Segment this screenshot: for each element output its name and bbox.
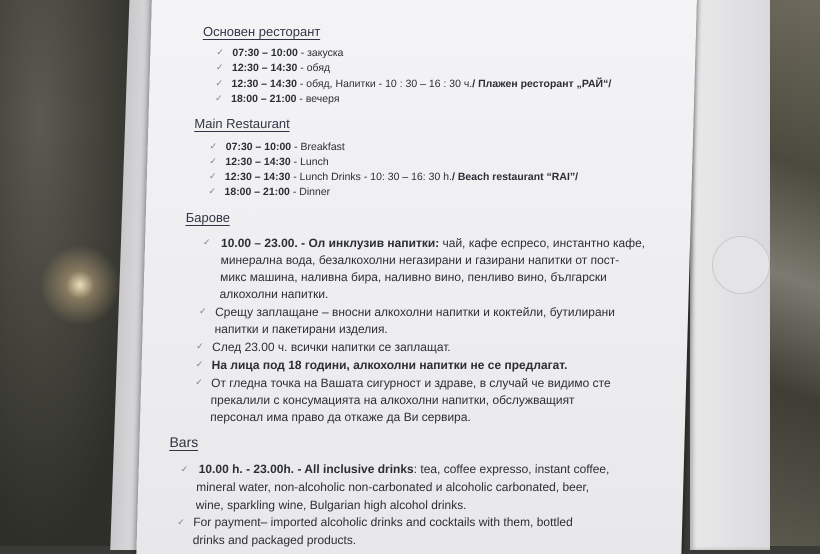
sleeve-tab-notch: [712, 236, 770, 294]
paragraph-line: drinks and packaged products.: [192, 533, 357, 547]
checkmark-icon: ✓: [202, 237, 211, 247]
location: / Beach restaurant “RAI”/: [451, 171, 579, 183]
paragraph-line: mineral water, non-alcoholic non-carbonated и alcoholic carbonated, beer,: [196, 480, 590, 494]
checkmark-icon: ✓: [216, 47, 225, 57]
checkmark-icon: ✓: [199, 306, 207, 316]
checkmark-icon: ✓: [215, 62, 224, 72]
section-heading-bars-en: Bars: [169, 434, 199, 450]
checkmark-icon: ✓: [180, 464, 189, 474]
section-heading-bars-bg: Барове: [185, 210, 231, 225]
paragraph-line: След 23.00 ч. всички напитки се заплащат.: [211, 340, 451, 354]
paragraph-line: алкохолни напитки.: [219, 287, 329, 301]
schedule-line: [226, 141, 345, 153]
paragraph-line: прекалили с консумацията на алкохолни напитки, обслужващият: [210, 393, 575, 407]
checkmark-icon: ✓: [209, 156, 218, 166]
checkmark-icon: ✓: [209, 141, 218, 151]
schedule-line: [231, 93, 340, 105]
paragraph-line: минерална вода, безалкохолни негазирани и газирани напитки от пост-: [220, 253, 620, 267]
location: / Плажен ресторант „РАЙ“/: [472, 78, 612, 90]
paragraph-line: wine, sparkling wine, Bulgarian high alcohol drinks.: [195, 498, 467, 512]
schedule-line: [225, 171, 578, 183]
section-heading-main-restaurant-bg: Основен ресторант: [202, 24, 321, 39]
checkmark-icon: ✓: [196, 341, 204, 351]
schedule-line: [232, 62, 331, 74]
text: чай, кафе еспресо, инстантно кафе,: [439, 236, 646, 250]
paragraph-line: микс машина, наливна бира, наливно вино, пенливо вино, български: [219, 270, 608, 284]
time: 07:30 – 10:00: [232, 47, 298, 59]
schedule-line: [225, 156, 329, 168]
time: 18:00 – 21:00: [230, 93, 297, 105]
paragraph-line: Срещу заплащане – вносни алкохолни напитки и коктейли, бутилирани: [214, 305, 616, 319]
schedule-line: [231, 78, 611, 90]
time: 18:00 – 21:00: [224, 186, 291, 198]
checkmark-icon: ✓: [195, 359, 204, 369]
meal: - Dinner: [289, 186, 331, 198]
time: 07:30 – 10:00: [225, 141, 292, 153]
meal: - обяд, Напитки - 10 : 30 – 16 : 30 ч.: [296, 78, 473, 90]
time: 12:30 – 14:30: [231, 62, 298, 74]
meal: - Lunch: [290, 156, 329, 168]
bold-text: 10.00 h. - 23.00h. - All inclusive drinks: [198, 462, 414, 476]
checkmark-icon: ✓: [208, 171, 217, 181]
paragraph-line: персонал има право да откаже да Ви сервира.: [209, 410, 472, 424]
time: 12:30 – 14:30: [224, 171, 291, 183]
schedule-line: [224, 186, 330, 198]
bold-text: 10.00 – 23.00. - Ол инклузив напитки:: [220, 236, 440, 250]
schedule-line: [232, 47, 343, 59]
meal: - вечеря: [296, 93, 340, 105]
time: 12:30 – 14:30: [225, 156, 291, 168]
checkmark-icon: ✓: [214, 93, 223, 103]
paragraph-line: [221, 236, 645, 250]
checkmark-icon: ✓: [195, 377, 203, 387]
meal: - обяд: [297, 62, 331, 74]
paragraph-line: На лица под 18 години, алкохолни напитки не се предлагат.: [211, 358, 568, 372]
meal: - Breakfast: [290, 141, 345, 153]
checkmark-icon: ✓: [177, 517, 185, 527]
paragraph-line: For payment– imported alcoholic drinks and cocktails with them, bottled: [193, 515, 573, 529]
paragraph-line: От гледна точка на Вашата сигурност и здраве, в случай че видимо сте: [210, 376, 611, 390]
paragraph-line: напитки и пакетирани изделия.: [214, 322, 388, 336]
section-heading-main-restaurant-en: Main Restaurant: [194, 116, 290, 131]
meal: - Lunch Drinks - 10: 30 – 16: 30 h.: [290, 171, 453, 183]
paragraph-line: [199, 462, 610, 476]
meal: - закуска: [297, 47, 344, 59]
text: : tea, coffee expresso, instant coffee,: [413, 462, 610, 476]
menu-paper-sheet: [136, 0, 697, 554]
time: 12:30 – 14:30: [231, 78, 298, 90]
checkmark-icon: ✓: [215, 78, 224, 88]
checkmark-icon: ✓: [208, 186, 217, 196]
